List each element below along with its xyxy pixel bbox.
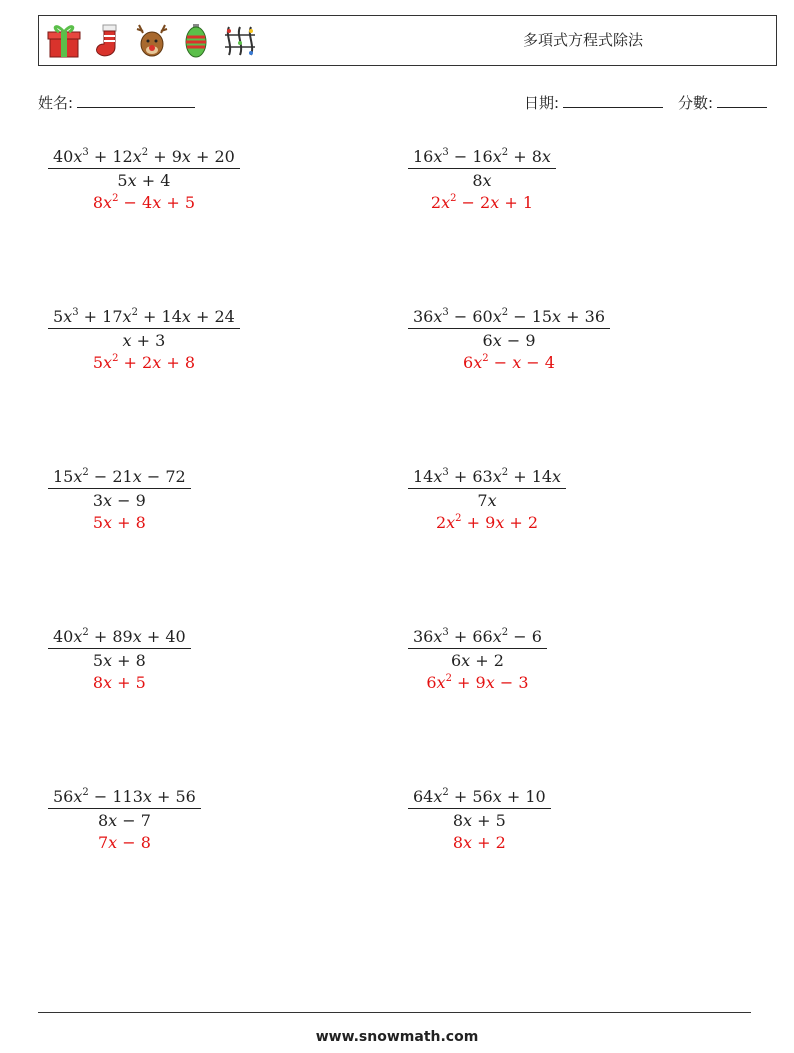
answer: 8x + 2 [452,833,506,852]
answer: 8x + 5 [92,673,146,692]
problem-8 [408,627,547,692]
denominator: 8x [472,171,492,190]
name-blank[interactable] [77,93,195,108]
answer: $2x^2 + 9x + 2$ [435,513,539,532]
numerator: $40x^3 + 12x^2 + 9x + 20$ [48,147,240,169]
footer-divider [38,1012,751,1013]
answer: $5x^2 + 2x + 8$ [92,353,195,372]
lights-icon [223,23,257,59]
denominator: x + 3 [122,331,166,350]
fraction [48,787,201,852]
name-field [38,92,195,113]
problem-10 [408,787,551,852]
problem-7 [48,627,191,692]
problem-1 [48,147,240,212]
problem-4 [408,307,610,372]
numerator: $16x^3 - 16x^2 + 8x$ [408,147,556,169]
answer: $8x^2 - 4x + 5$ [92,193,195,212]
numerator: $5x^3 + 17x^2 + 14x + 24$ [48,307,240,329]
numerator: $64x^2 + 56x + 10$ [408,787,551,809]
denominator: 7x [477,491,497,510]
fraction [408,307,610,372]
numerator: $56x^2 - 113x + 56$ [48,787,201,809]
answer: $2x^2 - 2x + 1$ [430,193,534,212]
reindeer-icon [135,23,169,59]
footer-url: www.snowmath.com [315,1029,479,1045]
date-field [524,92,663,113]
numerator: $14x^3 + 63x^2 + 14x$ [408,467,566,489]
denominator: 8x + 5 [452,811,506,830]
problem-3 [48,307,240,372]
header-icons [47,22,257,60]
name-label: 姓名: [38,94,74,112]
score-field [678,92,767,113]
fraction [408,627,547,692]
fraction [48,307,240,372]
denominator: 6x − 9 [482,331,536,350]
fraction [48,147,240,212]
denominator: 5x + 8 [92,651,146,670]
date-blank[interactable] [563,93,663,108]
answer: 7x − 8 [97,833,151,852]
denominator: 5x + 4 [117,171,171,190]
answer: $6x^2 + 9x - 3$ [426,673,529,692]
ornament-icon [179,23,213,59]
problem-9 [48,787,201,852]
problem-6 [408,467,566,532]
problem-5 [48,467,191,532]
gift-icon [47,23,81,59]
numerator: $36x^3 + 66x^2 - 6$ [408,627,547,649]
fraction [408,787,551,852]
numerator: $36x^3 - 60x^2 - 15x + 36$ [408,307,610,329]
problem-2 [408,147,556,212]
fraction [48,627,191,692]
numerator: $40x^2 + 89x + 40$ [48,627,191,649]
score-label: 分數: [678,94,714,112]
fraction [408,147,556,212]
stocking-icon [91,23,125,59]
worksheet-header [38,15,777,66]
fraction [48,467,191,532]
worksheet-title: 多項式方程式除法 [523,31,644,49]
answer: 5x + 8 [92,513,146,532]
numerator: $15x^2 - 21x - 72$ [48,467,191,489]
denominator: 3x − 9 [92,491,146,510]
denominator: 8x − 7 [97,811,151,830]
date-label: 日期: [524,94,560,112]
answer: $6x^2 - x - 4$ [463,353,555,372]
fraction [408,467,566,532]
score-blank[interactable] [717,93,767,108]
denominator: 6x + 2 [450,651,504,670]
